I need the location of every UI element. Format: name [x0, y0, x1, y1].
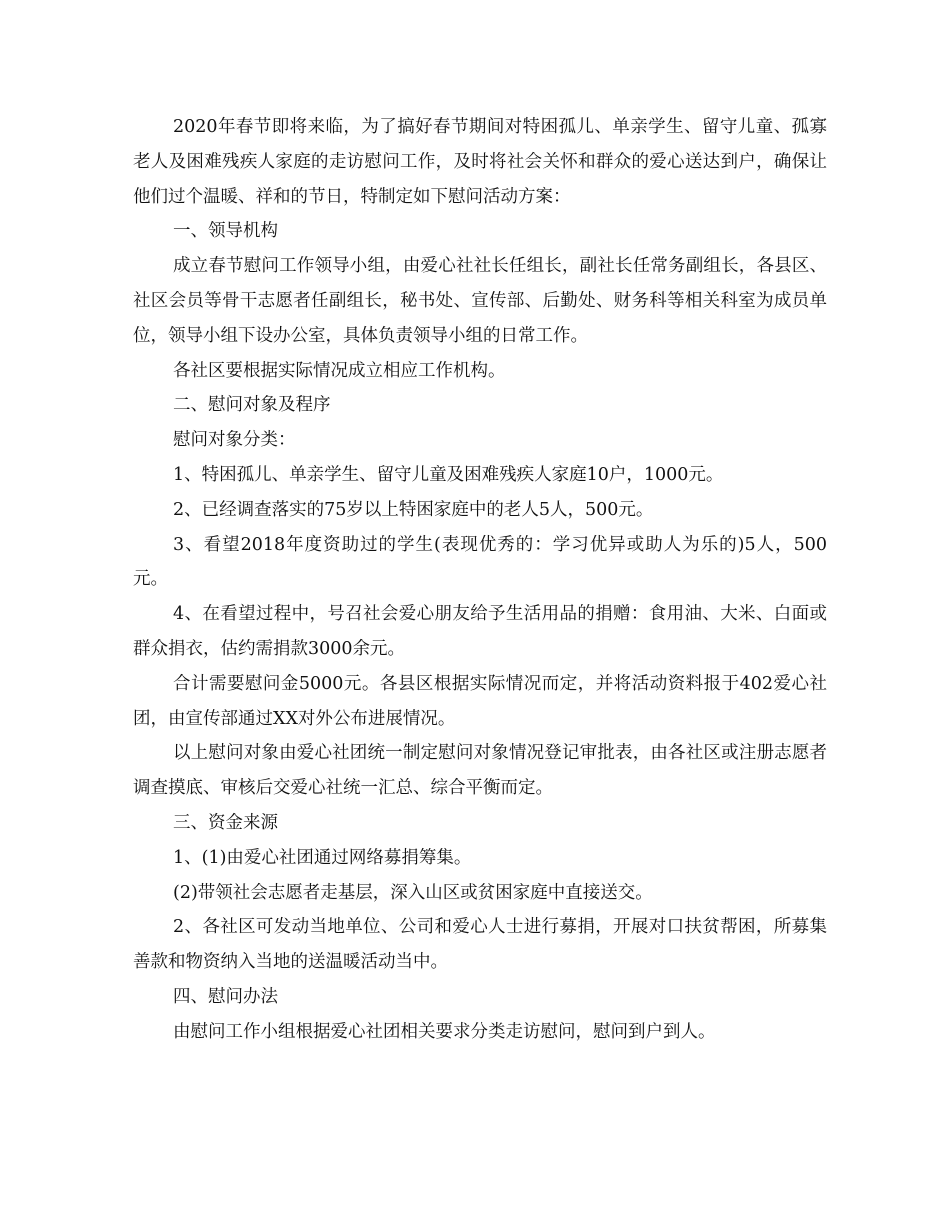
- recipients-category-label: 慰问对象分类：: [173, 430, 296, 451]
- recipients-item-4: 4、在看望过程中，号召社会爱心朋友给予生活用品的捐赠：食用油、大米、白面或群众捐衣，估约需捐款3000余元。: [133, 604, 827, 659]
- funding-item-1: 1、(1)由爱心社团通过网络募捐筹集。: [173, 847, 472, 868]
- section-heading-leadership: 一、领导机构: [173, 221, 278, 242]
- intro-paragraph: 2020年春节即将来临，为了搞好春节期间对特困孤儿、单亲学生、留守儿童、孤寡老人及困难残疾人家庭的走访慰问工作，及时将社会关怀和群众的爱心送达到户，确保让他们过个温暖、祥和的节日，特制定如下慰问活动方案：: [133, 117, 827, 207]
- funding-item-1-sub-2: (2)带领社会志愿者走基层，深入山区或贫困家庭中直接送交。: [173, 882, 653, 903]
- leadership-note: 各社区要根据实际情况成立相应工作机构。: [173, 360, 506, 381]
- recipients-item-1: 1、特困孤儿、单亲学生、留守儿童及困难残疾人家庭10户，1000元。: [173, 464, 724, 485]
- recipients-item-2: 2、已经调查落实的75岁以上特困家庭中的老人5人，500元。: [173, 499, 654, 520]
- total-paragraph: 合计需要慰问金5000元。各县区根据实际情况而定，并将活动资料报于402爱心社团，由宣传部通过XX对外公布进展情况。: [133, 673, 827, 729]
- methods-paragraph: 由慰问工作小组根据爱心社团相关要求分类走访慰问，慰问到户到人。: [173, 1021, 716, 1042]
- funding-item-2: 2、各社区可发动当地单位、公司和爱心人士进行募捐，开展对口扶贫帮困，所募集善款和物资纳入当地的送温暖活动当中。: [133, 917, 827, 973]
- document-body: [133, 110, 827, 1050]
- recipients-item-3: 3、看望2018年度资助过的学生(表现优秀的：学习优异或助人为乐的)5人，500元。: [133, 534, 827, 590]
- section-heading-recipients: 二、慰问对象及程序: [173, 395, 331, 416]
- approval-paragraph: 以上慰问对象由爱心社团统一制定慰问对象情况登记审批表，由各社区或注册志愿者调查摸底、审核后交爱心社统一汇总、综合平衡而定。: [133, 743, 827, 799]
- leadership-paragraph: 成立春节慰问工作领导小组，由爱心社社长任组长，副社长任常务副组长，各县区、社区会员等骨干志愿者任副组长，秘书处、宣传部、后勤处、财务科等相关科室为成员单位，领导小组下设办公室，具体负责领导小组的日常工作。: [133, 256, 827, 346]
- section-heading-methods: 四、慰问办法: [173, 986, 278, 1007]
- section-heading-funding: 三、资金来源: [173, 812, 278, 833]
